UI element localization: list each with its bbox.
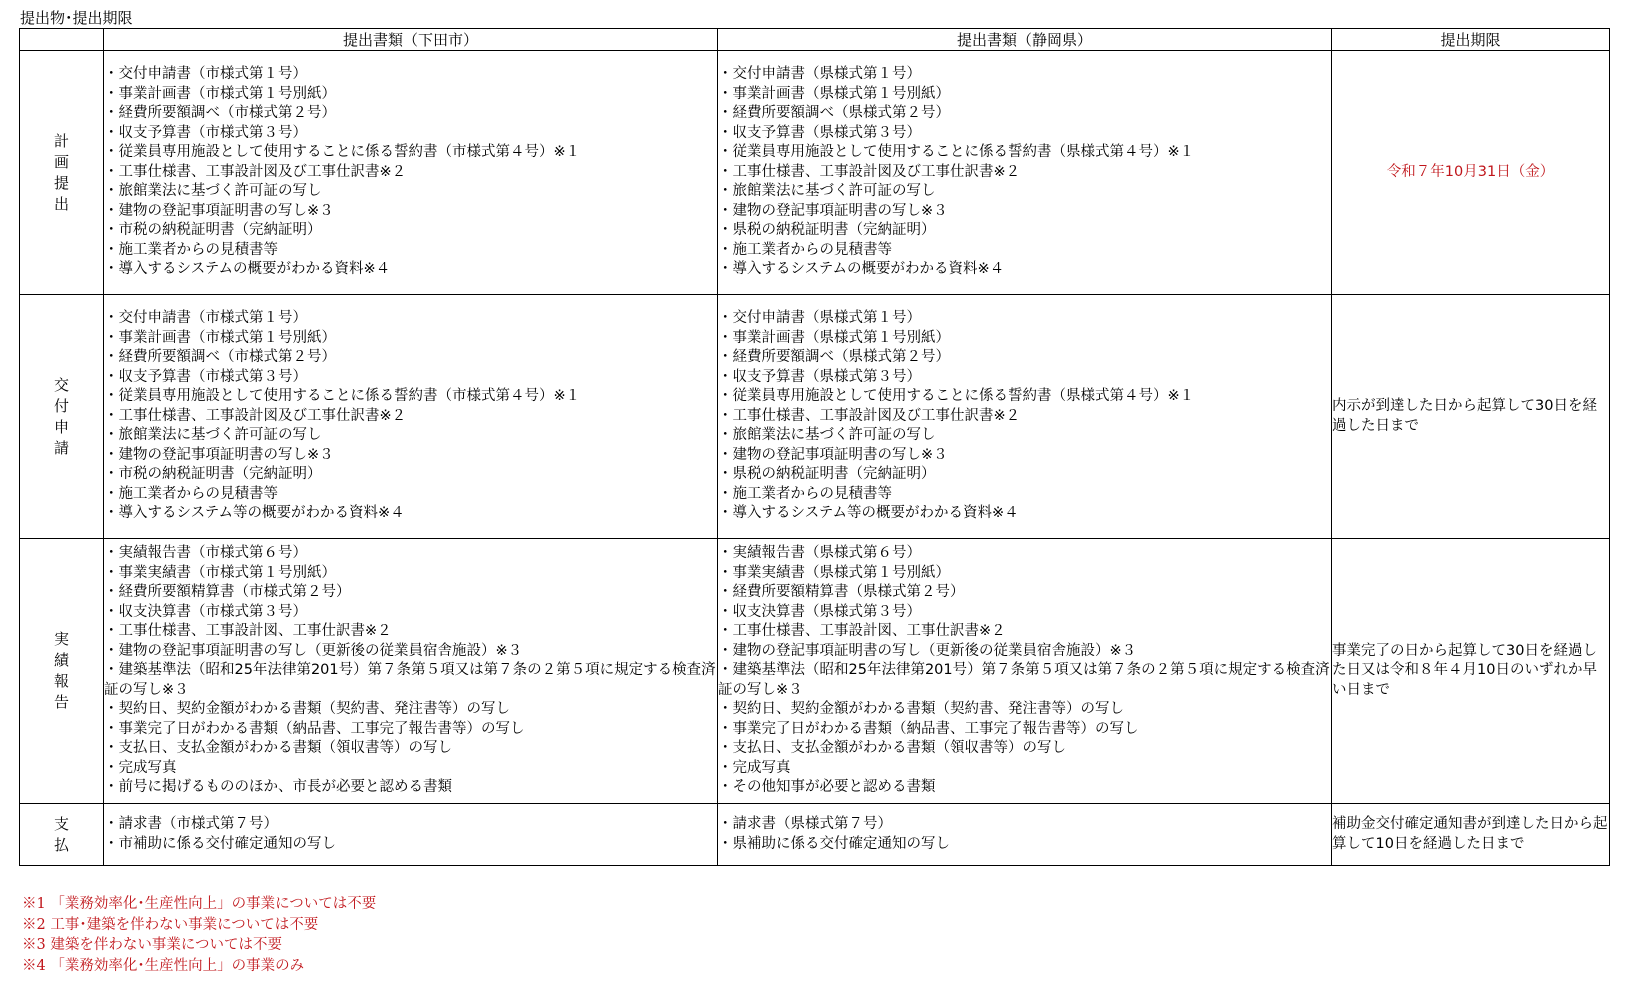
header-shimoda: 提出書類（下田市） — [104, 29, 718, 51]
list-item: ・旅館業法に基づく許可証の写し — [718, 427, 936, 444]
list-item: ・建物の登記事項証明書の写し※３ — [718, 446, 948, 463]
footnotes — [22, 894, 376, 976]
stage-cell — [20, 295, 104, 539]
list-item: ・工事仕様書、工事設計図及び工事仕訳書※２ — [718, 163, 1021, 180]
list-item: ・収支決算書（県様式第３号） — [718, 603, 921, 620]
shizuoka-documents — [718, 539, 1332, 804]
shizuoka-documents — [718, 51, 1332, 295]
list-item: ・工事仕様書、工事設計図、工事仕訳書※２ — [104, 623, 392, 640]
list-item: ・施工業者からの見積書等 — [104, 485, 278, 502]
list-item: ・導入するシステム等の概要がわかる資料※４ — [104, 505, 405, 522]
list-item: ・旅館業法に基づく許可証の写し — [718, 183, 936, 200]
stage-char: 画 — [53, 152, 69, 171]
shimoda-documents — [104, 295, 718, 539]
stage-char: 付 — [53, 396, 69, 415]
list-item: ・建物の登記事項証明書の写し※３ — [104, 202, 334, 219]
list-item: ・収支予算書（市様式第３号） — [104, 368, 307, 385]
list-item: ・その他知事が必要と認める書類 — [718, 779, 936, 796]
stage-char: 実 — [53, 630, 69, 648]
list-item: ・収支予算書（県様式第３号） — [718, 124, 921, 141]
stage-char: 申 — [53, 417, 69, 436]
deadline-cell: 内示が到達した日から起算して30日を経過した日まで — [1332, 295, 1610, 539]
list-item: ・完成写真 — [718, 759, 791, 776]
list-item: ・支払日、支払金額がわかる書類（領収書等）の写し — [718, 740, 1066, 757]
list-item: ・建物の登記事項証明書の写し※３ — [104, 446, 334, 463]
list-item: ・収支予算書（市様式第３号） — [104, 124, 307, 141]
list-item: ・従業員専用施設として使用することに係る誓約書（市様式第４号）※１ — [104, 144, 581, 161]
list-item: ・導入するシステムの概要がわかる資料※４ — [718, 261, 1005, 278]
submission-table — [19, 28, 1610, 866]
list-item: ・請求書（県様式第７号） — [718, 816, 892, 832]
list-item: ・事業計画書（市様式第１号別紙） — [104, 329, 336, 346]
list-item: ・経費所要額調べ（県様式第２号） — [718, 105, 950, 122]
deadline-cell: 令和７年10月31日（金） — [1332, 51, 1610, 295]
deadline-cell: 補助金交付確定通知書が到達した日から起算して10日を経過した日まで — [1332, 804, 1610, 866]
stage-cell — [20, 539, 104, 804]
footnote: ※1 「業務効率化･生産性向上」の事業については不要 — [22, 896, 377, 912]
list-item: ・事業実績書（市様式第１号別紙） — [104, 564, 336, 581]
list-item: ・建物の登記事項証明書の写し（更新後の従業員宿舎施設）※３ — [718, 642, 1137, 659]
list-item: ・導入するシステムの概要がわかる資料※４ — [104, 261, 391, 278]
list-item: ・経費所要額調べ（市様式第２号） — [104, 349, 336, 366]
list-item: ・建物の登記事項証明書の写し（更新後の従業員宿舎施設）※３ — [104, 642, 523, 659]
list-item: ・従業員専用施設として使用することに係る誓約書（県様式第４号）※１ — [718, 144, 1195, 161]
list-item: ・収支決算書（市様式第３号） — [104, 603, 307, 620]
list-item: ・市税の納税証明書（完納証明） — [104, 466, 322, 483]
stage-char: 支 — [53, 814, 69, 833]
stage-char: 報 — [53, 672, 69, 690]
list-item: ・従業員専用施設として使用することに係る誓約書（市様式第４号）※１ — [104, 388, 581, 405]
stage-char: 計 — [53, 131, 69, 150]
list-item: ・実績報告書（県様式第６号） — [718, 545, 921, 562]
header-deadline: 提出期限 — [1332, 29, 1610, 51]
list-item: ・事業実績書（県様式第１号別紙） — [718, 564, 950, 581]
table-row — [20, 295, 1610, 539]
stage-cell — [20, 804, 104, 866]
list-item: ・建築基準法（昭和25年法律第201号）第７条第５項又は第７条の２第５項に規定する検査済証の写し※３ — [718, 662, 1330, 698]
list-item: ・県補助に係る交付確定通知の写し — [718, 835, 950, 852]
list-item: ・契約日、契約金額がわかる書類（契約書、発注書等）の写し — [104, 701, 510, 718]
list-item: ・建築基準法（昭和25年法律第201号）第７条第５項又は第７条の２第５項に規定する検査済証の写し※３ — [104, 662, 716, 698]
shimoda-documents — [104, 539, 718, 804]
header-stage — [20, 29, 104, 51]
stage-char: 払 — [53, 835, 69, 854]
list-item: ・市税の納税証明書（完納証明） — [104, 222, 322, 239]
table-row — [20, 539, 1610, 804]
list-item: ・事業完了日がわかる書類（納品書、工事完了報告書等）の写し — [718, 720, 1139, 737]
deadline-cell: 事業完了の日から起算して30日を経過した日又は令和８年４月10日のいずれか早い日まで — [1332, 539, 1610, 804]
list-item: ・施工業者からの見積書等 — [104, 241, 278, 258]
list-item: ・経費所要額調べ（県様式第２号） — [718, 349, 950, 366]
list-item: ・交付申請書（県様式第１号） — [718, 66, 921, 83]
list-item: ・県税の納税証明書（完納証明） — [718, 222, 936, 239]
shizuoka-documents — [718, 804, 1332, 866]
list-item: ・収支予算書（県様式第３号） — [718, 368, 921, 385]
stage-char: 績 — [53, 651, 69, 669]
stage-char: 告 — [53, 693, 69, 711]
list-item: ・経費所要額精算書（県様式第２号） — [718, 584, 965, 601]
list-item: ・交付申請書（県様式第１号） — [718, 310, 921, 327]
list-item: ・交付申請書（市様式第１号） — [104, 66, 307, 83]
list-item: ・実績報告書（市様式第６号） — [104, 545, 307, 562]
list-item: ・市補助に係る交付確定通知の写し — [104, 835, 336, 852]
list-item: ・従業員専用施設として使用することに係る誓約書（県様式第４号）※１ — [718, 388, 1195, 405]
stage-char: 出 — [53, 194, 69, 213]
page-caption: 提出物･提出期限 — [20, 9, 133, 27]
list-item: ・施工業者からの見積書等 — [718, 241, 892, 258]
shimoda-documents — [104, 804, 718, 866]
footnote: ※3 建築を伴わない事業については不要 — [22, 937, 283, 953]
list-item: ・施工業者からの見積書等 — [718, 485, 892, 502]
list-item: ・請求書（市様式第７号） — [104, 816, 278, 832]
table-row — [20, 804, 1610, 866]
list-item: ・支払日、支払金額がわかる書類（領収書等）の写し — [104, 740, 452, 757]
list-item: ・事業計画書（県様式第１号別紙） — [718, 85, 950, 102]
list-item: ・工事仕様書、工事設計図及び工事仕訳書※２ — [104, 407, 407, 424]
list-item: ・事業計画書（市様式第１号別紙） — [104, 85, 336, 102]
list-item: ・導入するシステム等の概要がわかる資料※４ — [718, 505, 1019, 522]
list-item: ・交付申請書（市様式第１号） — [104, 310, 307, 327]
footnote: ※4 「業務効率化･生産性向上」の事業のみ — [22, 957, 305, 974]
list-item: ・前号に掲げるもののほか、市長が必要と認める書類 — [104, 779, 452, 796]
list-item: ・工事仕様書、工事設計図、工事仕訳書※２ — [718, 623, 1006, 640]
shimoda-documents — [104, 51, 718, 295]
stage-cell — [20, 51, 104, 295]
list-item: ・旅館業法に基づく許可証の写し — [104, 183, 322, 200]
list-item: ・契約日、契約金額がわかる書類（契約書、発注書等）の写し — [718, 701, 1124, 718]
header-row — [20, 29, 1610, 51]
footnote: ※2 工事･建築を伴わない事業については不要 — [22, 916, 319, 933]
list-item: ・建物の登記事項証明書の写し※３ — [718, 202, 948, 219]
header-shizuoka: 提出書類（静岡県） — [718, 29, 1332, 51]
list-item: ・県税の納税証明書（完納証明） — [718, 466, 936, 483]
stage-char: 請 — [53, 438, 69, 457]
list-item: ・経費所要額精算書（市様式第２号） — [104, 584, 351, 601]
list-item: ・経費所要額調べ（市様式第２号） — [104, 105, 336, 122]
list-item: ・事業完了日がわかる書類（納品書、工事完了報告書等）の写し — [104, 720, 525, 737]
stage-char: 提 — [53, 173, 69, 192]
list-item: ・事業計画書（県様式第１号別紙） — [718, 329, 950, 346]
shizuoka-documents — [718, 295, 1332, 539]
list-item: ・旅館業法に基づく許可証の写し — [104, 427, 322, 444]
list-item: ・工事仕様書、工事設計図及び工事仕訳書※２ — [718, 407, 1021, 424]
list-item: ・完成写真 — [104, 759, 177, 776]
table-row — [20, 51, 1610, 295]
stage-char: 交 — [53, 375, 69, 394]
list-item: ・工事仕様書、工事設計図及び工事仕訳書※２ — [104, 163, 407, 180]
